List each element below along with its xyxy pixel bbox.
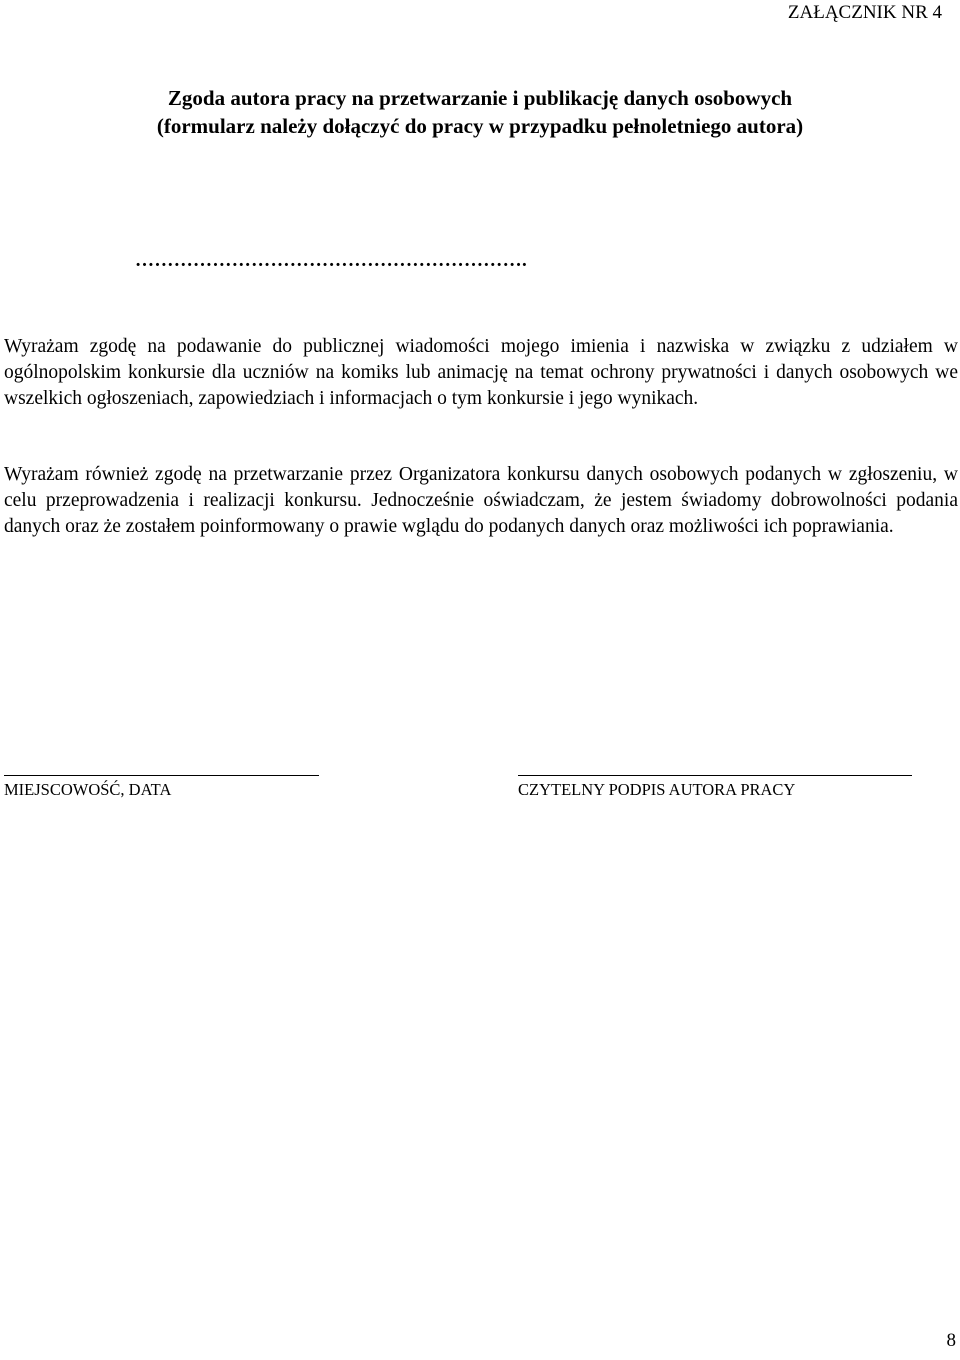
page-number: 8: [946, 1330, 956, 1351]
author-name-placeholder: …………………………………………………….: [135, 250, 528, 271]
consent-paragraph-processing: Wyrażam również zgodę na przetwarzanie przez Organizatora konkursu danych osobowych podanych w zgłoszeniu, w celu przeprowadzenia i realizacji konkursu. Jednocześnie oświadczam, że jestem świadomy dobrowolności podania danych oraz że zostałem poinformowany o prawie wglądu do podanych danych oraz możliwości ich poprawiania.: [4, 464, 958, 537]
signature-line: [518, 775, 912, 776]
document-title: [0, 84, 960, 140]
attachment-label: ZAŁĄCZNIK NR 4: [787, 2, 942, 23]
title-line-1: Zgoda autora pracy na przetwarzanie i publikację danych osobowych: [167, 86, 793, 110]
title-line-2: (formularz należy dołączyć do pracy w przypadku pełnoletniego autora): [156, 114, 804, 138]
place-date-line: [4, 775, 319, 776]
signature-label: CZYTELNY PODPIS AUTORA PRACY: [518, 780, 796, 799]
place-date-label: MIEJSCOWOŚĆ, DATA: [4, 780, 172, 799]
consent-paragraph-publication: Wyrażam zgodę na podawanie do publicznej wiadomości mojego imienia i nazwiska w związku z udziałem w ogólnopolskim konkursie dla uczniów na komiks lub animację na temat ochrony prywatności i danych osobowych we wszelkich ogłoszeniach, zapowiedziach i informacjach o tym konkursie i jego wynikach.: [4, 336, 958, 409]
